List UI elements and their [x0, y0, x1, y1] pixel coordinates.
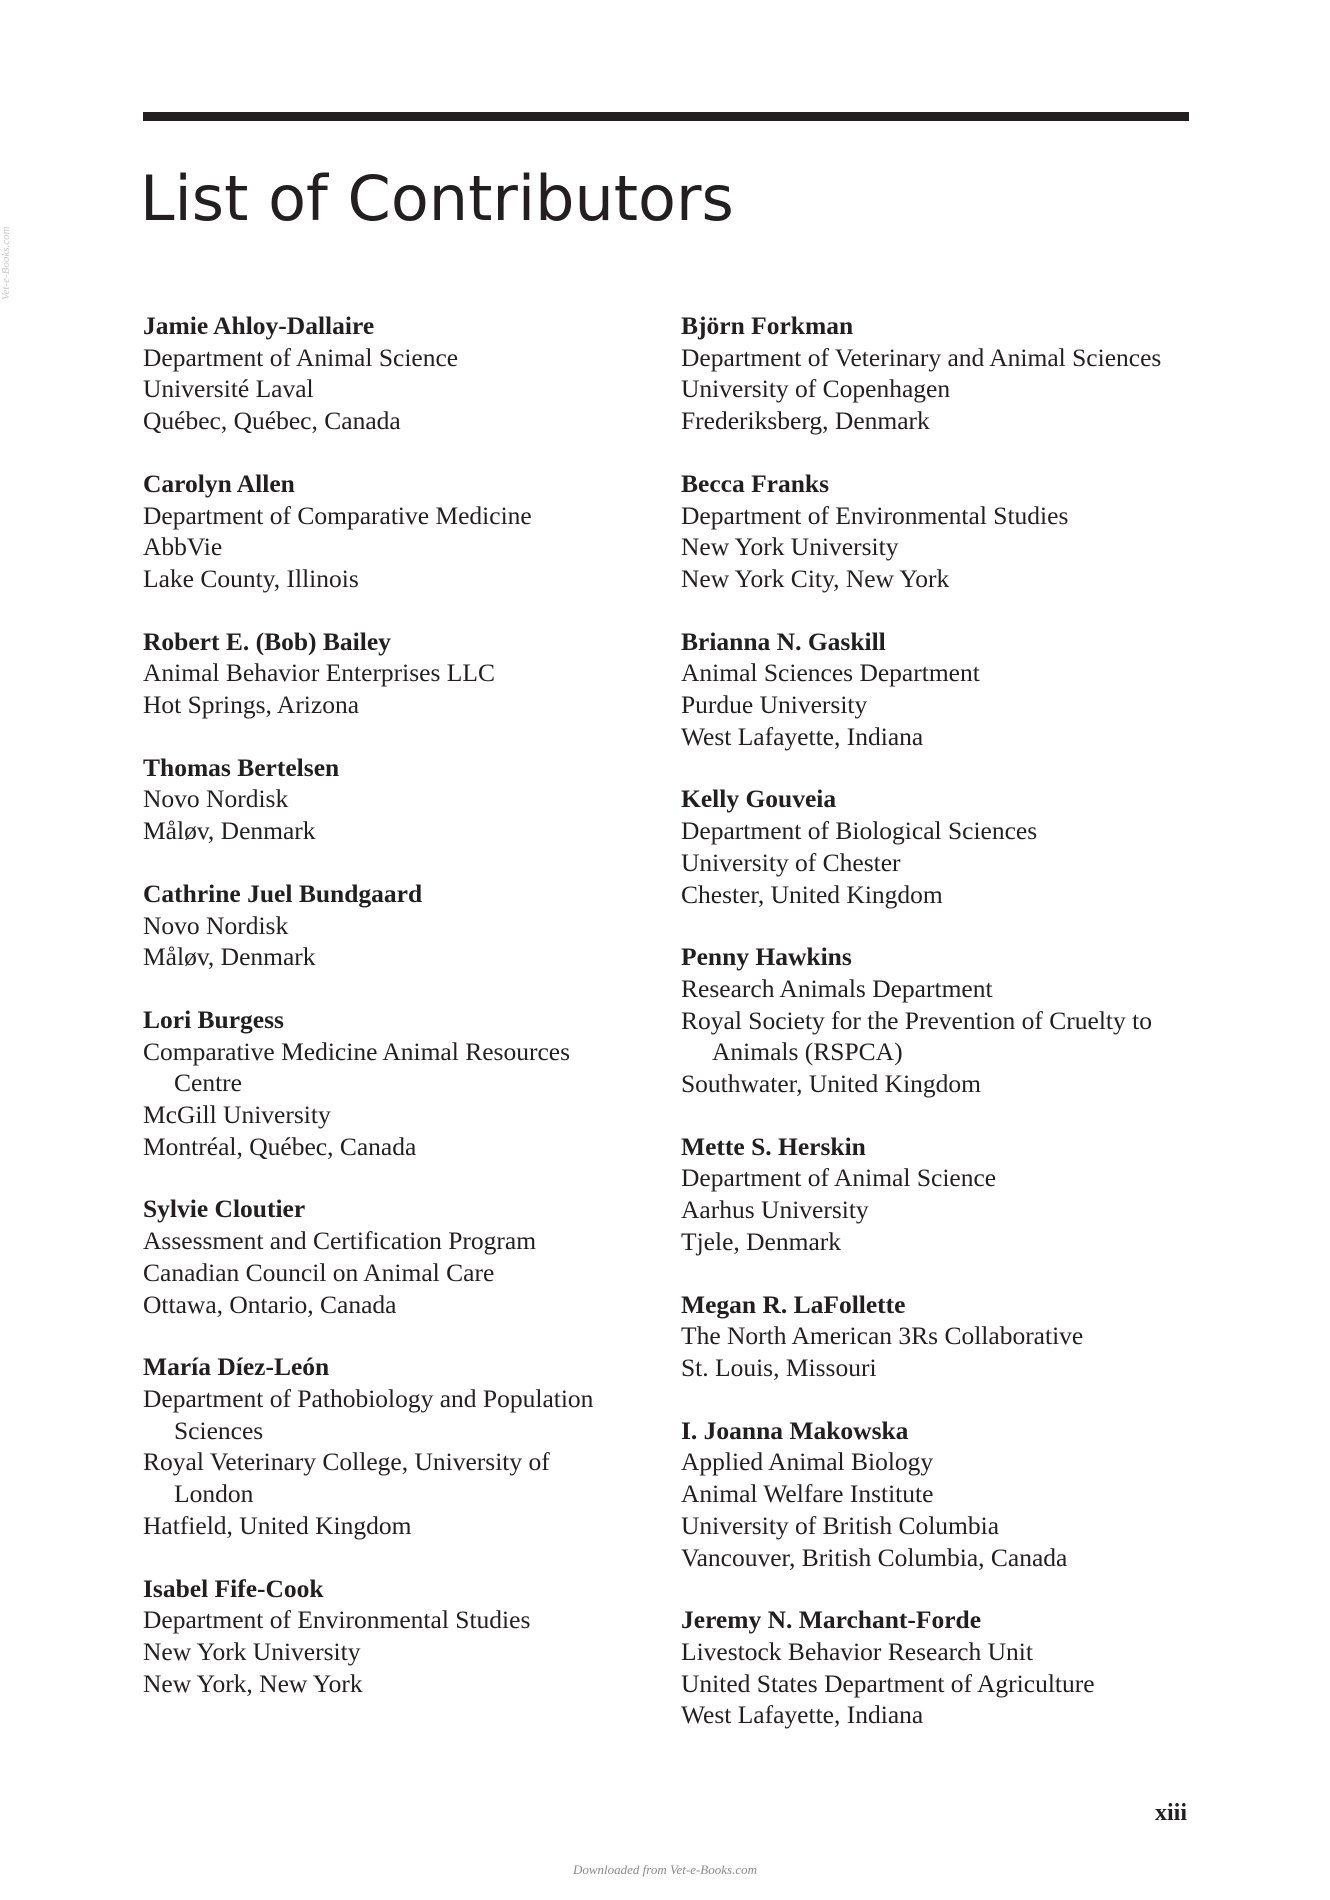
- affiliation-line: Tjele, Denmark: [681, 1226, 842, 1256]
- affiliation-line: Hot Springs, Arizona: [143, 690, 360, 720]
- affiliation-line: Hatfield, United Kingdom: [143, 1510, 412, 1540]
- affiliation-line: Southwater, United Kingdom: [681, 1069, 981, 1099]
- contributor-entry: [681, 468, 1201, 595]
- affiliation-line: University of Chester: [681, 847, 901, 877]
- affiliation-line: Måløv, Denmark: [143, 942, 316, 972]
- contributor-entry: [681, 310, 1201, 437]
- affiliation-line: New York University: [143, 1636, 361, 1666]
- affiliation-line: AbbVie: [143, 532, 223, 562]
- affiliation-line: Comparative Medicine Animal Resources: [143, 1036, 571, 1066]
- contributor-entry: [143, 1351, 703, 1541]
- affiliation-line: Animals (RSPCA): [712, 1037, 903, 1067]
- contributor-name: Lori Burgess: [143, 1004, 284, 1034]
- affiliation-line: Frederiksberg, Denmark: [681, 406, 930, 436]
- affiliation-line: Chester, United Kingdom: [681, 879, 943, 909]
- affiliation-line: Purdue University: [681, 690, 868, 720]
- affiliation-line: United States Department of Agriculture: [681, 1668, 1095, 1698]
- contributor-entry: [143, 310, 703, 437]
- affiliation-line: Sciences: [174, 1415, 264, 1445]
- affiliation-line: Québec, Québec, Canada: [143, 406, 401, 436]
- affiliation-line: Animal Behavior Enterprises LLC: [143, 658, 495, 688]
- affiliation-line: The North American 3Rs Collaborative: [681, 1321, 1084, 1351]
- affiliation-line: Department of Veterinary and Animal Sciences: [681, 342, 1162, 372]
- contributor-name: Thomas Bertelsen: [143, 752, 340, 782]
- affiliation-line: New York City, New York: [681, 563, 950, 593]
- affiliation-line: West Lafayette, Indiana: [681, 721, 924, 751]
- contributor-entry: [681, 1289, 1201, 1384]
- contributor-name: Cathrine Juel Bundgaard: [143, 878, 423, 908]
- contributor-name: Sylvie Cloutier: [143, 1194, 306, 1224]
- affiliation-line: University of Copenhagen: [681, 374, 951, 404]
- contributor-entry: [143, 878, 703, 973]
- contributors-column-left: [143, 310, 703, 1730]
- affiliation-line: Novo Nordisk: [143, 784, 289, 814]
- affiliation-line: McGill University: [143, 1100, 331, 1130]
- affiliation-line: Department of Environmental Studies: [143, 1605, 531, 1635]
- contributor-name: Mette S. Herskin: [681, 1131, 866, 1161]
- contributor-name: María Díez-León: [143, 1352, 330, 1382]
- affiliation-line: Livestock Behavior Research Unit: [681, 1636, 1033, 1666]
- top-rule: [143, 112, 1189, 121]
- affiliation-line: St. Louis, Missouri: [681, 1352, 877, 1382]
- contributor-name: Carolyn Allen: [143, 468, 295, 498]
- affiliation-line: Canadian Council on Animal Care: [143, 1257, 495, 1287]
- affiliation-line: West Lafayette, Indiana: [681, 1700, 924, 1730]
- contributor-entry: [681, 626, 1201, 753]
- contributor-name: Megan R. LaFollette: [681, 1289, 906, 1319]
- affiliation-line: Aarhus University: [681, 1195, 869, 1225]
- affiliation-line: Applied Animal Biology: [681, 1447, 934, 1477]
- contributor-name: Jeremy N. Marchant-Forde: [681, 1605, 982, 1635]
- affiliation-line: Department of Environmental Studies: [681, 500, 1069, 530]
- affiliation-line: New York University: [681, 532, 899, 562]
- affiliation-line: Royal Veterinary College, University of: [143, 1447, 550, 1477]
- affiliation-line: London: [174, 1479, 254, 1509]
- contributor-entry: [681, 941, 1201, 1100]
- contributor-entry: [681, 783, 1201, 910]
- affiliation-line: Department of Comparative Medicine: [143, 500, 532, 530]
- contributor-entry: [143, 626, 703, 721]
- contributor-name: Björn Forkman: [681, 311, 854, 340]
- contributor-entry: [143, 468, 703, 595]
- page-number: xiii: [1154, 1800, 1187, 1826]
- contributor-entry: [681, 1131, 1201, 1258]
- contributor-name: Penny Hawkins: [681, 942, 852, 972]
- contributor-entry: [143, 1573, 703, 1700]
- contributors-column-right: [681, 310, 1201, 1762]
- affiliation-line: Department of Animal Science: [143, 342, 459, 372]
- affiliation-line: Ottawa, Ontario, Canada: [143, 1289, 397, 1319]
- affiliation-line: Research Animals Department: [681, 973, 993, 1003]
- contributor-name: Becca Franks: [681, 468, 830, 498]
- contributor-entry: [681, 1415, 1201, 1574]
- contributor-name: Robert E. (Bob) Bailey: [143, 626, 391, 656]
- contributor-name: Isabel Fife-Cook: [143, 1573, 324, 1603]
- affiliation-line: Montréal, Québec, Canada: [143, 1131, 417, 1161]
- affiliation-line: Department of Pathobiology and Population: [143, 1383, 594, 1413]
- affiliation-line: Novo Nordisk: [143, 910, 289, 940]
- contributor-entry: [143, 1193, 703, 1320]
- footer-watermark: Downloaded from Vet-e-Books.com: [572, 1862, 757, 1877]
- affiliation-line: Royal Society for the Prevention of Cruelty to: [681, 1005, 1152, 1035]
- side-watermark: Vet-e-Books.com: [0, 226, 12, 300]
- affiliation-line: Vancouver, British Columbia, Canada: [681, 1542, 1068, 1572]
- contributor-name: I. Joanna Makowska: [681, 1415, 909, 1445]
- affiliation-line: Department of Animal Science: [681, 1163, 997, 1193]
- contributor-name: Kelly Gouveia: [681, 784, 837, 814]
- contributor-entry: [681, 1604, 1201, 1731]
- contributor-name: Jamie Ahloy-Dallaire: [143, 311, 375, 340]
- affiliation-line: University of British Columbia: [681, 1510, 1000, 1540]
- affiliation-line: Centre: [174, 1068, 242, 1098]
- affiliation-line: Måløv, Denmark: [143, 816, 316, 846]
- contributor-name: Brianna N. Gaskill: [681, 626, 886, 656]
- affiliation-line: New York, New York: [143, 1668, 363, 1698]
- contributor-entry: [143, 752, 703, 847]
- affiliation-line: Assessment and Certification Program: [143, 1226, 537, 1256]
- affiliation-line: Université Laval: [143, 374, 314, 404]
- affiliation-line: Animal Welfare Institute: [681, 1479, 934, 1509]
- page-title: List of Contributors: [140, 162, 734, 235]
- affiliation-line: Department of Biological Sciences: [681, 816, 1038, 846]
- affiliation-line: Animal Sciences Department: [681, 658, 980, 688]
- affiliation-line: Lake County, Illinois: [143, 563, 359, 593]
- contributor-entry: [143, 1004, 703, 1163]
